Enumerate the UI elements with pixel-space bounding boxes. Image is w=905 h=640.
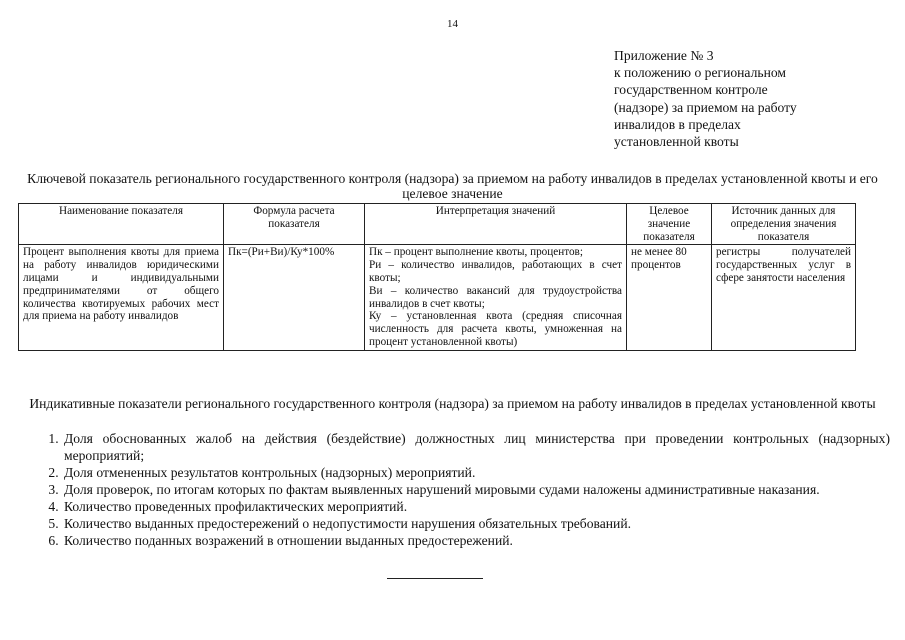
formula-cell: Пк=(Ри+Ви)/Ку*100% xyxy=(224,245,365,350)
appendix-line: установленной квоты xyxy=(614,134,739,150)
column-header: Интерпретация значений xyxy=(365,204,627,245)
interpretation-line: Ви – количество вакансий для трудоустройства инвалидов в счет квоты; xyxy=(369,284,622,310)
table-header-row xyxy=(19,204,856,245)
indicative-list xyxy=(20,430,890,549)
list-item: 5. Количество выданных предостережений о недопустимости нарушения обязательных требований. xyxy=(62,515,890,532)
table-row xyxy=(19,245,856,350)
list-item: 3. Доля проверок, по итогам которых по фактам выявленных нарушений мировыми судами наложены административные наказания. xyxy=(62,481,890,498)
interpretation-cell xyxy=(365,245,627,350)
list-item: 2. Доля отмененных результатов контрольных (надзорных) мероприятий. xyxy=(62,464,890,481)
appendix-header xyxy=(614,47,854,150)
appendix-line: (надзоре) за приемом на работу xyxy=(614,99,797,115)
page-number: 14 xyxy=(447,18,458,30)
key-indicator-title: Ключевой показатель регионального государственного контроля (надзора) за приемом на работу инвалидов в пределах установленной квоты и его целевое значение xyxy=(27,171,878,201)
end-divider xyxy=(387,578,483,579)
appendix-line: Приложение № 3 xyxy=(614,48,714,63)
appendix-line: инвалидов в пределах xyxy=(614,116,741,132)
list-item: 4. Количество проведенных профилактических мероприятий. xyxy=(62,498,890,515)
appendix-line: к положению о региональном xyxy=(614,65,786,81)
list-item: 1. Доля обоснованных жалоб на действия (бездействие) должностных лиц министерства при проведении контрольных (надзорных) мероприятий; xyxy=(62,430,890,464)
key-indicator-table xyxy=(18,203,856,351)
indicator-name-cell: Процент выполнения квоты для приема на работу инвалидов юридическими лицами и индивидуальными предпринимателями от общего количества квотируемых рабочих мест для приема на работу инвалидов xyxy=(19,245,224,350)
indicative-title: Индикативные показатели регионального государственного контроля (надзора) за приемом на работу инвалидов в пределах установленной квоты xyxy=(29,396,876,411)
column-header: Наименование показателя xyxy=(19,204,224,245)
column-header: Формула расчета показателя xyxy=(224,204,365,245)
interpretation-line: Ку – установленная квота (средняя списочная численность для расчета квоты, умноженная на процент установленной квоты) xyxy=(369,310,622,348)
column-header: Источник данных для определения значения показателя xyxy=(712,204,856,245)
list-item: 6. Количество поданных возражений в отношении выданных предостережений. xyxy=(62,532,890,549)
data-source-cell: регистры получателей государственных услуг в сфере занятости населения xyxy=(712,245,856,350)
column-header: Целевое значение показателя xyxy=(627,204,712,245)
interpretation-line: Ри – количество инвалидов, работающих в счет квоты; xyxy=(369,259,622,284)
target-value-cell: не менее 80 процентов xyxy=(627,245,712,350)
interpretation-line: Пк – процент выполнение квоты, процентов; xyxy=(369,246,583,259)
appendix-line: государственном контроле xyxy=(614,82,768,98)
